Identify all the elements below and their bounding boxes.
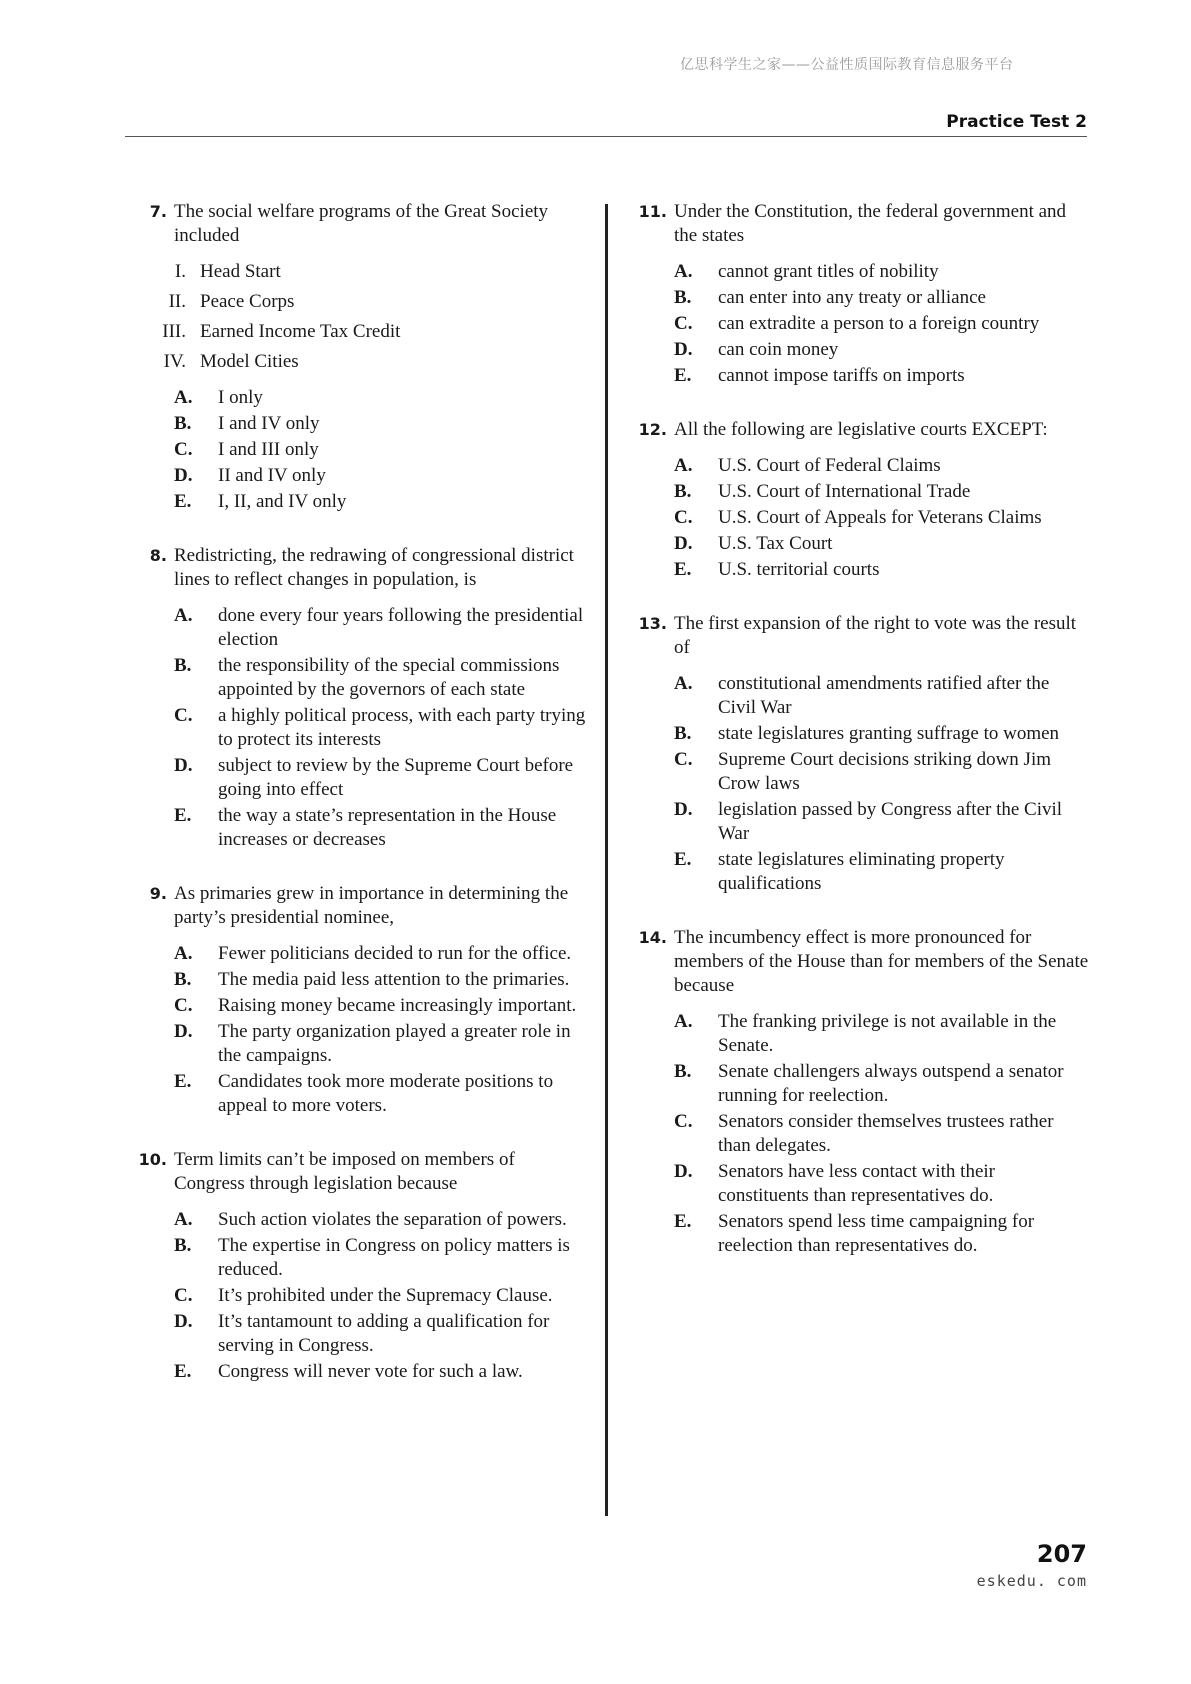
option-text: II and IV only (218, 465, 326, 486)
question-13 (630, 612, 1090, 896)
option-text: subject to review by the Supreme Court before going into effect (218, 755, 574, 800)
option-letter: D. (674, 1161, 693, 1182)
option-text: Senators spend less time campaigning for reelection than representatives do. (718, 1211, 1035, 1256)
question-number: 12. (638, 420, 667, 439)
answer-option (130, 1208, 590, 1232)
answer-option (630, 532, 1090, 556)
option-text: can extradite a person to a foreign country (718, 313, 1040, 334)
option-text: the way a state’s representation in the House increases or decreases (218, 805, 557, 850)
roman-item-text: Model Cities (200, 351, 299, 372)
option-text: can enter into any treaty or alliance (718, 287, 986, 308)
roman-numeral: I. (174, 261, 186, 282)
question-stem: As primaries grew in importance in determining the party’s presidential nominee, (174, 883, 569, 928)
running-head: Practice Test 2 (946, 112, 1087, 132)
question-stem: Redistricting, the redrawing of congressional district lines to reflect changes in population, is (174, 545, 574, 590)
option-text: Such action violates the separation of powers. (218, 1209, 567, 1230)
answer-option (630, 364, 1090, 388)
question-stem: Under the Constitution, the federal government and the states (674, 201, 1067, 246)
answer-option (130, 412, 590, 436)
option-letter: B. (174, 655, 192, 676)
question-number: 10. (138, 1150, 167, 1169)
option-letter: A. (174, 605, 193, 626)
option-text: U.S. Court of International Trade (718, 481, 971, 502)
option-text: U.S. Court of Appeals for Veterans Claims (718, 507, 1042, 528)
answer-option (130, 1284, 590, 1308)
option-letter: E. (174, 1071, 192, 1092)
answer-option (130, 654, 590, 702)
option-text: done every four years following the presidential election (218, 605, 584, 650)
option-letter: A. (674, 455, 693, 476)
right-column (630, 200, 1090, 1288)
answer-option (130, 490, 590, 514)
option-letter: A. (674, 1011, 693, 1032)
option-letter: B. (674, 481, 692, 502)
answer-option (630, 480, 1090, 504)
option-text: I, II, and IV only (218, 491, 347, 512)
option-text: Fewer politicians decided to run for the office. (218, 943, 572, 964)
answer-option (630, 558, 1090, 582)
answer-option (630, 338, 1090, 362)
option-letter: B. (674, 1061, 692, 1082)
option-text: Senate challengers always outspend a senator running for reelection. (718, 1061, 1064, 1106)
answer-option (630, 748, 1090, 796)
option-text: cannot impose tariffs on imports (718, 365, 965, 386)
option-letter: A. (674, 261, 693, 282)
option-letter: E. (174, 805, 192, 826)
roman-item-text: Earned Income Tax Credit (200, 321, 401, 342)
option-text: Raising money became increasingly important. (218, 995, 577, 1016)
answer-option (130, 968, 590, 992)
option-letter: E. (674, 1211, 692, 1232)
question-stem: The social welfare programs of the Great Society included (174, 201, 549, 246)
question-10 (130, 1148, 590, 1384)
option-text: a highly political process, with each party trying to protect its interests (218, 705, 586, 750)
option-letter: E. (674, 559, 692, 580)
option-text: U.S. Court of Federal Claims (718, 455, 941, 476)
option-letter: B. (174, 969, 192, 990)
watermark-text: 亿思科学生之家——公益性质国际教育信息服务平台 (680, 57, 1014, 73)
option-letter: A. (174, 387, 193, 408)
option-letter: E. (674, 365, 692, 386)
answer-option (630, 286, 1090, 310)
header-rule (125, 136, 1087, 137)
question-stem: The incumbency effect is more pronounced for members of the House than for members of the Senate because (674, 927, 1089, 996)
answer-option (630, 1010, 1090, 1058)
question-number: 13. (638, 614, 667, 633)
question-9 (130, 882, 590, 1118)
option-text: Senators consider themselves trustees rather than delegates. (718, 1111, 1054, 1156)
answer-option (130, 604, 590, 652)
answer-option (130, 942, 590, 966)
option-letter: E. (174, 491, 192, 512)
question-stem: All the following are legislative courts EXCEPT: (674, 419, 1048, 440)
answer-option (630, 1210, 1090, 1258)
option-letter: C. (174, 439, 193, 460)
option-text: state legislatures granting suffrage to women (718, 723, 1060, 744)
answer-option (130, 1360, 590, 1384)
question-7 (130, 200, 590, 514)
roman-item-text: Peace Corps (200, 291, 295, 312)
answer-option (130, 704, 590, 752)
option-text: the responsibility of the special commissions appointed by the governors of each state (218, 655, 560, 700)
roman-item-text: Head Start (200, 261, 281, 282)
answer-option (130, 994, 590, 1018)
question-14 (630, 926, 1090, 1258)
option-letter: D. (174, 1311, 193, 1332)
option-text: The expertise in Congress on policy matters is reduced. (218, 1235, 570, 1280)
answer-option (130, 438, 590, 462)
option-text: I and III only (218, 439, 319, 460)
option-text: Candidates took more moderate positions to appeal to more voters. (218, 1071, 554, 1116)
option-letter: D. (674, 799, 693, 820)
answer-option (630, 722, 1090, 746)
answer-option (630, 454, 1090, 478)
option-letter: D. (174, 1021, 193, 1042)
answer-option (130, 386, 590, 410)
option-letter: B. (174, 413, 192, 434)
option-letter: C. (674, 749, 693, 770)
option-letter: C. (174, 1285, 193, 1306)
option-text: It’s tantamount to adding a qualification for serving in Congress. (218, 1311, 550, 1356)
column-divider (605, 204, 608, 1516)
question-number: 11. (638, 202, 667, 221)
option-text: Senators have less contact with their constituents than representatives do. (718, 1161, 996, 1206)
option-letter: C. (674, 507, 693, 528)
option-text: Supreme Court decisions striking down Jim Crow laws (718, 749, 1052, 794)
roman-numeral: IV. (163, 351, 186, 372)
answer-option (130, 804, 590, 852)
answer-option (130, 754, 590, 802)
answer-option (130, 1234, 590, 1282)
option-letter: B. (174, 1235, 192, 1256)
option-letter: A. (674, 673, 693, 694)
answer-option (630, 1060, 1090, 1108)
option-letter: A. (174, 1209, 193, 1230)
left-column (130, 200, 590, 1414)
option-letter: E. (674, 849, 692, 870)
option-letter: C. (674, 313, 693, 334)
roman-item (130, 290, 590, 314)
option-text: I and IV only (218, 413, 320, 434)
option-letter: D. (674, 339, 693, 360)
option-text: cannot grant titles of nobility (718, 261, 939, 282)
question-8 (130, 544, 590, 852)
question-number: 14. (638, 928, 667, 947)
roman-item (130, 260, 590, 284)
answer-option (130, 1020, 590, 1068)
option-letter: D. (674, 533, 693, 554)
option-text: U.S. Tax Court (718, 533, 833, 554)
option-letter: B. (674, 287, 692, 308)
question-number: 7. (149, 202, 167, 221)
option-text: constitutional amendments ratified after the Civil War (718, 673, 1050, 718)
option-text: It’s prohibited under the Supremacy Clause. (218, 1285, 553, 1306)
option-text: The party organization played a greater role in the campaigns. (218, 1021, 571, 1066)
option-text: The franking privilege is not available in the Senate. (718, 1011, 1057, 1056)
answer-option (630, 1160, 1090, 1208)
site-watermark: eskedu. com (976, 1572, 1087, 1590)
question-11 (630, 200, 1090, 388)
question-number: 9. (149, 884, 167, 903)
answer-option (630, 312, 1090, 336)
option-letter: B. (674, 723, 692, 744)
answer-option (130, 1310, 590, 1358)
question-stem: Term limits can’t be imposed on members of Congress through legislation because (174, 1149, 515, 1194)
option-letter: C. (174, 995, 193, 1016)
option-text: U.S. territorial courts (718, 559, 880, 580)
question-stem: The first expansion of the right to vote was the result of (674, 613, 1077, 658)
answer-option (630, 848, 1090, 896)
option-text: Congress will never vote for such a law. (218, 1361, 523, 1382)
option-letter: C. (174, 705, 193, 726)
roman-item (130, 350, 590, 374)
question-12 (630, 418, 1090, 582)
question-number: 8. (149, 546, 167, 565)
option-letter: D. (174, 755, 193, 776)
page-number: 207 (1036, 1540, 1087, 1568)
option-letter: E. (174, 1361, 192, 1382)
roman-numeral: II. (168, 291, 186, 312)
answer-option (630, 798, 1090, 846)
option-text: state legislatures eliminating property qualifications (718, 849, 1005, 894)
answer-option (630, 260, 1090, 284)
answer-option (130, 464, 590, 488)
option-text: I only (218, 387, 263, 408)
roman-item (130, 320, 590, 344)
answer-option (630, 672, 1090, 720)
option-text: The media paid less attention to the primaries. (218, 969, 570, 990)
answer-option (630, 506, 1090, 530)
answer-option (630, 1110, 1090, 1158)
option-text: legislation passed by Congress after the Civil War (718, 799, 1063, 844)
option-letter: C. (674, 1111, 693, 1132)
roman-numeral: III. (162, 321, 186, 342)
roman-item-list (130, 260, 590, 374)
answer-option (130, 1070, 590, 1118)
option-letter: D. (174, 465, 193, 486)
option-letter: A. (174, 943, 193, 964)
option-text: can coin money (718, 339, 839, 360)
